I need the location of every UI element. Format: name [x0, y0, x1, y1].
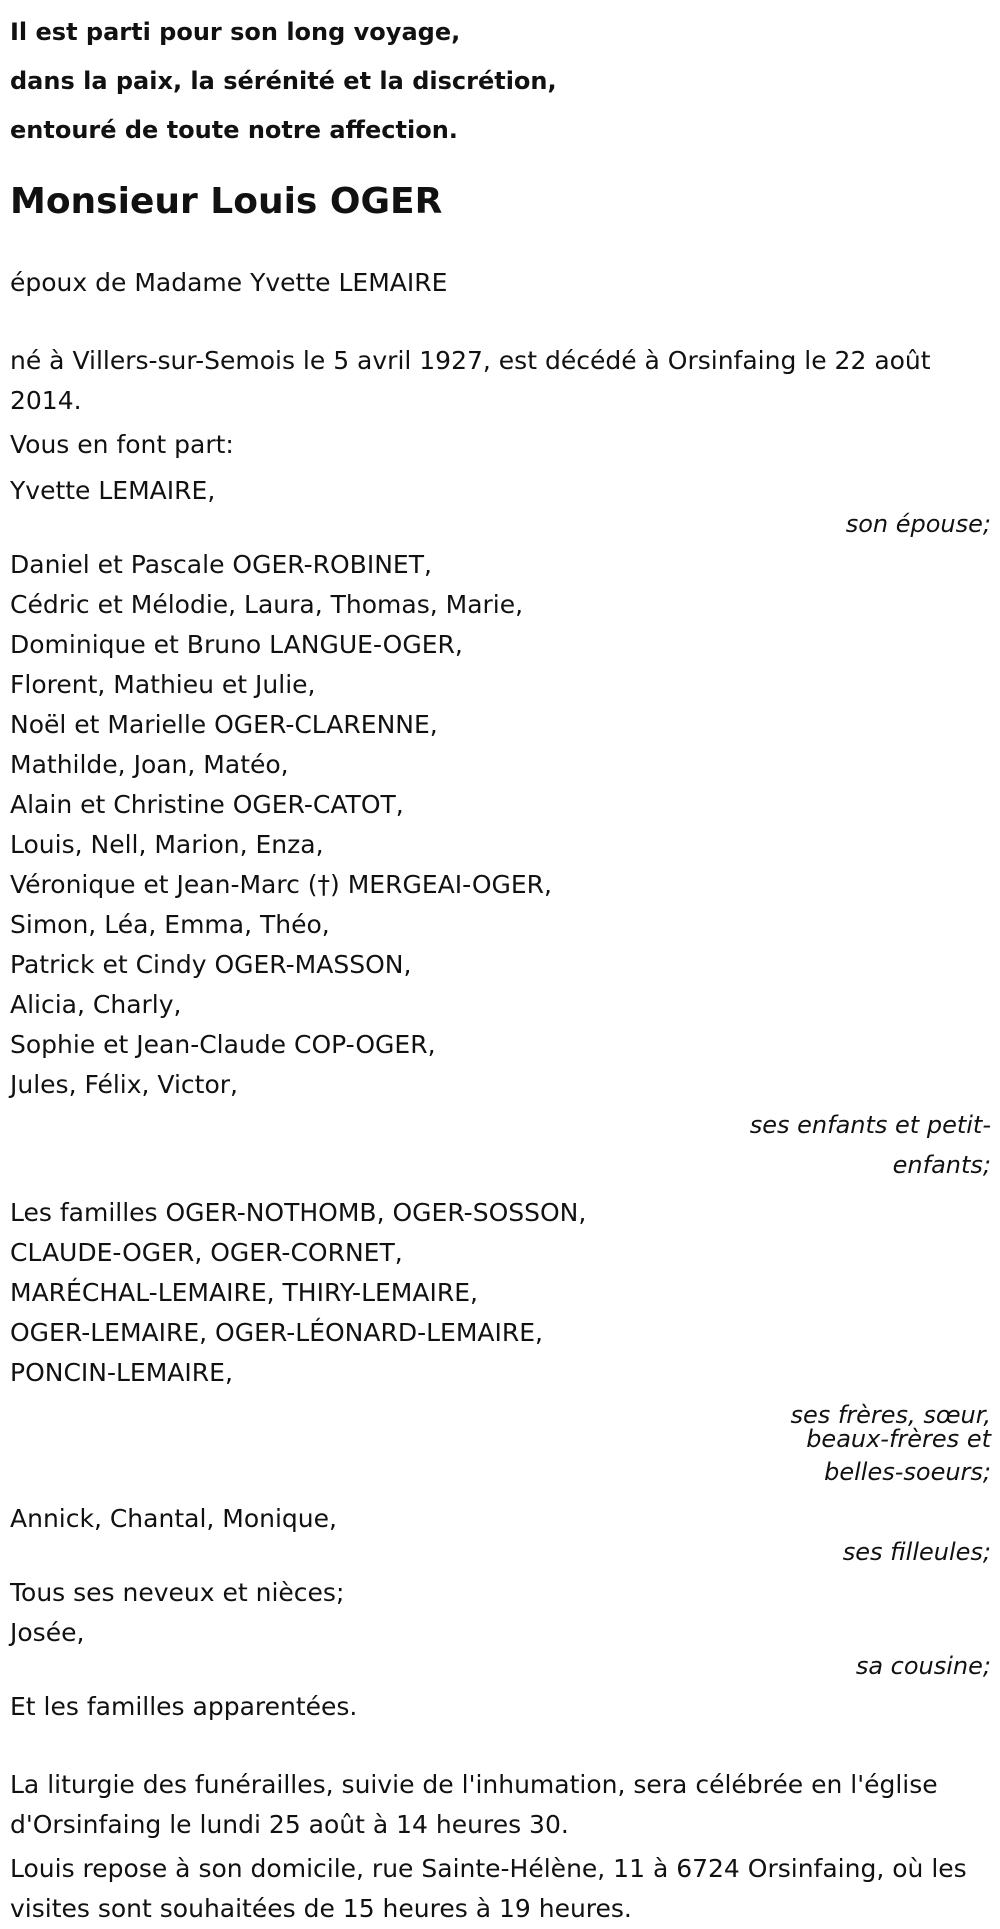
godchildren-name: Annick, Chantal, Monique,: [10, 1504, 337, 1533]
children-role: [10, 1105, 995, 1185]
families-line: PONCIN-LEMAIRE,: [10, 1358, 233, 1387]
children-line: Louis, Nell, Marion, Enza,: [10, 830, 324, 859]
godchildren-block: [10, 1499, 995, 1565]
families-block: [10, 1193, 995, 1493]
children-role-line: ses enfants et petit-: [749, 1111, 991, 1139]
children-line: Simon, Léa, Emma, Théo,: [10, 910, 330, 939]
related-families-line: Et les familles apparentées.: [10, 1692, 358, 1721]
birth-death-line: né à Villers-sur-Semois le 5 avril 1927, est décédé à Orsinfaing le 22 août 2014.: [10, 346, 931, 415]
children-block: [10, 545, 995, 1185]
children-line: Sophie et Jean-Claude COP-OGER,: [10, 1030, 436, 1059]
families-role-line: beaux-frères et: [806, 1425, 991, 1453]
intro-verse: [10, 8, 995, 155]
intro-line: dans la paix, la sérénité et la discrétion,: [10, 67, 557, 95]
families-role-line: belles-soeurs;: [824, 1458, 991, 1486]
families-line: CLAUDE-OGER, OGER-CORNET,: [10, 1238, 403, 1267]
children-role-line: enfants;: [892, 1151, 991, 1179]
announce-line: Vous en font part:: [10, 430, 234, 459]
children-line: Florent, Mathieu et Julie,: [10, 670, 316, 699]
families-role-line: ses frères, sœur,: [790, 1401, 991, 1429]
wife-role: son épouse;: [845, 510, 991, 538]
families-line: Les familles OGER-NOTHOMB, OGER-SOSSON,: [10, 1198, 587, 1227]
children-line: Alain et Christine OGER-CATOT,: [10, 790, 404, 819]
children-line: Alicia, Charly,: [10, 990, 182, 1019]
families-line: OGER-LEMAIRE, OGER-LÉONARD-LEMAIRE,: [10, 1318, 544, 1347]
families-line: MARÉCHAL-LEMAIRE, THIRY-LEMAIRE,: [10, 1278, 478, 1307]
liturgy-info: La liturgie des funérailles, suivie de l'inhumation, sera célébrée en l'église d'Orsinfaing le lundi 25 août à 14 heures 30.: [10, 1770, 938, 1839]
spouse-line: époux de Madame Yvette LEMAIRE: [10, 268, 448, 297]
intro-line: entouré de toute notre affection.: [10, 116, 458, 144]
obituary-content: [10, 8, 995, 1929]
deceased-name: Monsieur Louis OGER: [10, 181, 443, 222]
children-line: Dominique et Bruno LANGUE-OGER,: [10, 630, 463, 659]
children-line: Noël et Marielle OGER-CLARENNE,: [10, 710, 438, 739]
families-role: [10, 1403, 995, 1493]
cousin-role: sa cousine;: [855, 1652, 991, 1680]
cousin-name: Josée,: [10, 1618, 85, 1647]
nephews-cousin-block: [10, 1573, 995, 1679]
children-line: Patrick et Cindy OGER-MASSON,: [10, 950, 412, 979]
children-line: Jules, Félix, Victor,: [10, 1070, 239, 1099]
children-line: Mathilde, Joan, Matéo,: [10, 750, 289, 779]
wife-block: [10, 471, 995, 537]
intro-line: Il est parti pour son long voyage,: [10, 18, 461, 46]
wife-name: Yvette LEMAIRE,: [10, 476, 216, 505]
children-line: Cédric et Mélodie, Laura, Thomas, Marie,: [10, 590, 524, 619]
children-line: Daniel et Pascale OGER-ROBINET,: [10, 550, 432, 579]
nephews-line: Tous ses neveux et nièces;: [10, 1578, 345, 1607]
visit-info: Louis repose à son domicile, rue Sainte-Hélène, 11 à 6724 Orsinfaing, où les visites sont souhaitées de 15 heures à 19 heures.: [10, 1854, 967, 1923]
godchildren-role: ses filleules;: [842, 1538, 991, 1566]
children-line: Véronique et Jean-Marc (†) MERGEAI-OGER,: [10, 870, 552, 899]
